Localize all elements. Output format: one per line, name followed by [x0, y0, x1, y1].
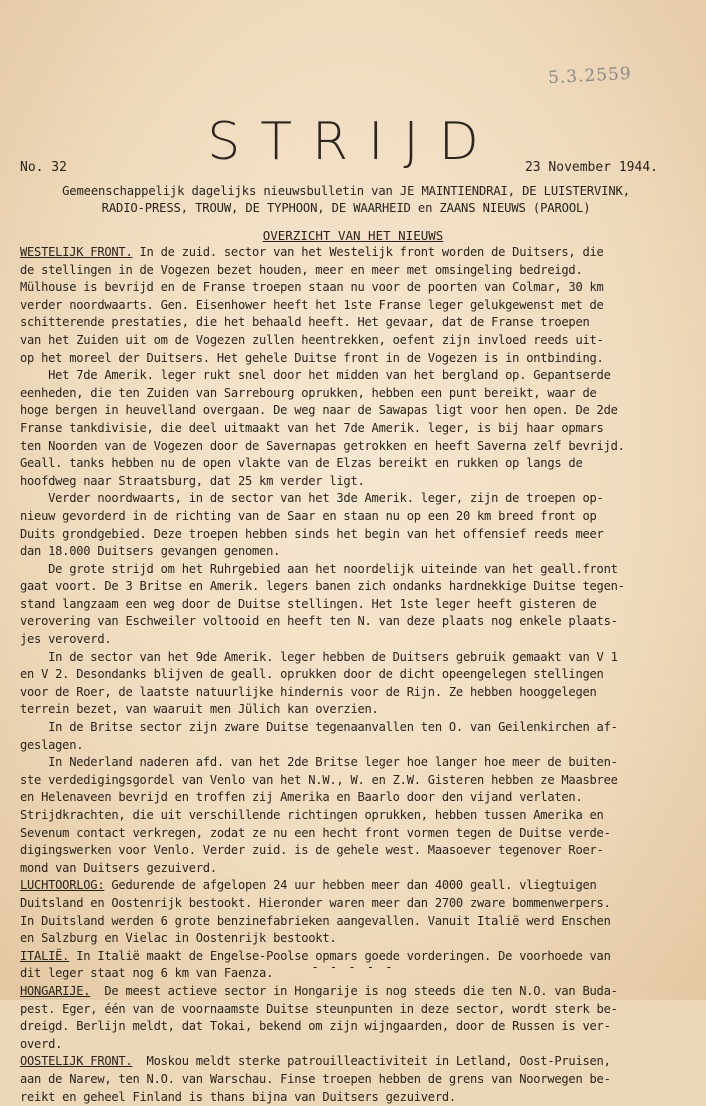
body-line — [20, 402, 680, 420]
line-text: en V 2. Desondanks blijven de geall. oprukken door de dicht opeengelegen stellingen — [20, 667, 604, 681]
line-text: Sevenum contact verkregen, zodat ze nu een hecht front vormen tegen de Duitse verde- — [20, 826, 611, 840]
line-text: en Helenaveen bevrijd en troffen zij Amerika en Baarlo door den vijand verlaten. — [20, 790, 582, 804]
body-line — [20, 772, 680, 790]
line-text: dan 18.000 Duitsers gevangen genomen. — [20, 544, 280, 558]
body-line — [20, 262, 680, 280]
body-line — [20, 455, 680, 473]
line-text: digingswerken voor Venlo. Verder zuid. is de gehele west. Maasoever tegenover Roer- — [20, 843, 604, 857]
body-line — [20, 895, 680, 913]
line-text: Mülhouse is bevrijd en de Franse troepen staan nu voor de poorten van Colmar, 30 km — [20, 280, 604, 294]
line-text: Moskou meldt sterke patrouilleactiviteit in Letland, Oost-Pruisen, — [133, 1054, 611, 1068]
line-text: In de Britse sector zijn zware Duitse tegenaanvallen ten O. van Geilenkirchen af- — [20, 720, 618, 734]
line-text: geslagen. — [20, 738, 83, 752]
section-heading: OOSTELIJK FRONT. — [20, 1054, 133, 1068]
archive-number-stamp: 5.3.2559 — [548, 64, 633, 88]
body-line — [20, 684, 680, 702]
subheading-line: RADIO-PRESS, TROUW, DE TYPHOON, DE WAARHEID en ZAANS NIEUWS (PAROOL) — [30, 200, 662, 217]
line-text: In Duitsland werden 6 grote benzinefabrieken aangevallen. Vanuit Italië werd Enschen — [20, 914, 611, 928]
line-text: stand langzaam een weg door de Duitse stellingen. Het 1ste leger heeft gisteren de — [20, 597, 597, 611]
line-text: Geall. tanks hebben nu de open vlakte van de Elzas bereikt en rukken op langs de — [20, 456, 582, 470]
line-text: In Nederland naderen afd. van het 2de Britse leger hoe langer hoe meer de buiten- — [20, 755, 618, 769]
body-line — [20, 543, 680, 561]
line-text: en Salzburg en Vielac in Oostenrijk bestookt. — [20, 931, 336, 945]
line-text: Duitsland en Oostenrijk bestookt. Hieronder waren meer dan 2700 zware bommenwerpers. — [20, 896, 611, 910]
issue-date: 23 November 1944. — [525, 160, 658, 175]
body-line — [20, 983, 680, 1001]
body-line — [20, 438, 680, 456]
body-line — [20, 350, 680, 368]
body-line — [20, 825, 680, 843]
line-text: jes veroverd. — [20, 632, 111, 646]
body-line — [20, 842, 680, 860]
body-line — [20, 297, 680, 315]
news-body — [20, 244, 680, 1106]
line-text: nieuw gevorderd in de richting van de Saar en staan nu op een 20 km breed front op — [20, 509, 597, 523]
body-line — [20, 385, 680, 403]
section-heading: ITALIË. — [20, 949, 69, 963]
body-line — [20, 279, 680, 297]
section-heading: LUCHTOORLOG: — [20, 878, 104, 892]
body-line — [20, 737, 680, 755]
line-text: Verder noordwaarts, in de sector van het 3de Amerik. leger, zijn de troepen op- — [20, 491, 604, 505]
line-text: gaat voort. De 3 Britse en Amerik. legers banen zich ondanks hardnekkige Duitse tegen- — [20, 579, 625, 593]
body-line — [20, 1036, 680, 1054]
body-line — [20, 860, 680, 878]
body-line — [20, 701, 680, 719]
line-text: hoofdweg naar Straatsburg, dat 25 km verder ligt. — [20, 474, 365, 488]
line-text: verder noordwaarts. Gen. Eisenhower heeft het 1ste Franse leger gelukgewenst met de — [20, 298, 604, 312]
body-line — [20, 649, 680, 667]
line-text: ste verdedigingsgordel van Venlo van het N.W., W. en Z.W. Gisteren hebben ze Maasbree — [20, 773, 618, 787]
line-text: In Italië maakt de Engelse-Poolse opmars goede vorderingen. De voorhoede van — [69, 949, 610, 963]
line-text: de stellingen in de Vogezen bezet houden, meer en meer met omsingeling bedreigd. — [20, 263, 582, 277]
body-line — [20, 526, 680, 544]
body-line — [20, 578, 680, 596]
body-line — [20, 508, 680, 526]
line-text: overd. — [20, 1037, 62, 1051]
line-text: De grote strijd om het Ruhrgebied aan het noordelijk uiteinde van het geall.front — [20, 562, 618, 576]
closing-dashes: - - - - - — [0, 960, 706, 974]
issue-line — [20, 160, 658, 175]
section-heading: HONGARIJE. — [20, 984, 90, 998]
body-line — [20, 596, 680, 614]
line-text: Gedurende de afgelopen 24 uur hebben meer dan 4000 geall. vliegtuigen — [104, 878, 596, 892]
line-text: eenheden, die ten Zuiden van Sarrebourg oprukken, hebben een punt bereikt, waar de — [20, 386, 597, 400]
body-line — [20, 807, 680, 825]
body-line — [20, 1053, 680, 1071]
body-line — [20, 1089, 680, 1106]
body-line — [20, 490, 680, 508]
body-line — [20, 754, 680, 772]
line-text: aan de Narew, ten N.O. van Warschau. Finse troepen hebben de grens van Noorwegen be- — [20, 1072, 611, 1086]
line-text: hoge bergen in heuvelland overgaan. De weg naar de Sawapas ligt voor hen open. De 2de — [20, 403, 618, 417]
body-line — [20, 314, 680, 332]
body-line — [20, 789, 680, 807]
body-line — [20, 719, 680, 737]
body-line — [20, 930, 680, 948]
issue-number: No. 32 — [20, 160, 67, 175]
line-text: pest. Eger, één van de voornaamste Duitse steunpunten in deze sector, wordt sterk be- — [20, 1002, 618, 1016]
line-text: Franse tankdivisie, die deel uitmaakt van het 7de Amerik. leger, is bij haar opmars — [20, 421, 604, 435]
line-text: verovering van Eschweiler voltooid en heeft ten N. van deze plaats nog enkele plaats- — [20, 614, 618, 628]
body-line — [20, 420, 680, 438]
line-text: Het 7de Amerik. leger rukt snel door het midden van het bergland op. Gepantserde — [20, 368, 611, 382]
line-text: schitterende prestaties, die het behaald heeft. Het gevaar, dat de Franse troepen — [20, 315, 590, 329]
body-line — [20, 244, 680, 262]
body-line — [20, 1071, 680, 1089]
section-title: OVERZICHT VAN HET NIEUWS — [0, 228, 706, 243]
line-text: voor de Roer, de laatste natuurlijke hindernis voor de Rijn. Ze hebben hooggelegen — [20, 685, 597, 699]
line-text: dit leger staat nog 6 km van Faenza. — [20, 966, 273, 980]
subheading-line: Gemeenschappelijk dagelijks nieuwsbulletin van JE MAINTIENDRAI, DE LUISTERVINK, — [30, 183, 662, 200]
line-text: De meest actieve sector in Hongarije is nog steeds die ten N.O. van Buda- — [90, 984, 617, 998]
body-line — [20, 1001, 680, 1019]
body-line — [20, 913, 680, 931]
body-line — [20, 666, 680, 684]
subheading — [30, 183, 662, 217]
section-heading: WESTELIJK FRONT. — [20, 245, 133, 259]
body-line — [20, 561, 680, 579]
line-text: ten Noorden van de Vogezen door de Savernapas getrokken en heeft Saverna zelf bevrijd. — [20, 439, 625, 453]
line-text: In de sector van het 9de Amerik. leger hebben de Duitsers gebruik gemaakt van V 1 — [20, 650, 618, 664]
body-line — [20, 473, 680, 491]
line-text: terrein bezet, van waaruit men Jülich kan overzien. — [20, 702, 379, 716]
body-line — [20, 332, 680, 350]
body-line — [20, 613, 680, 631]
body-line — [20, 367, 680, 385]
body-line — [20, 1018, 680, 1036]
masthead-title: STRIJD — [0, 112, 706, 172]
line-text: In de zuid. sector van het Westelijk front worden de Duitsers, die — [133, 245, 604, 259]
line-text: reikt en geheel Finland is thans bijna van Duitsers gezuiverd. — [20, 1090, 456, 1104]
line-text: Duits grondgebied. Deze troepen hebben sinds het begin van het offensief reeds meer — [20, 527, 604, 541]
line-text: mond van Duitsers gezuiverd. — [20, 861, 217, 875]
line-text: dreigd. Berlijn meldt, dat Tokai, bekend om zijn wijngaarden, door de Russen is ver- — [20, 1019, 611, 1033]
line-text: van het Zuiden uit om de Vogezen zullen heentrekken, oefent zijn invloed reeds uit- — [20, 333, 604, 347]
line-text: Strijdkrachten, die uit verschillende richtingen oprukken, hebben tussen Amerika en — [20, 808, 604, 822]
body-line — [20, 631, 680, 649]
line-text: op het moreel der Duitsers. Het gehele Duitse front in de Vogezen is in ontbinding. — [20, 351, 604, 365]
body-line — [20, 877, 680, 895]
